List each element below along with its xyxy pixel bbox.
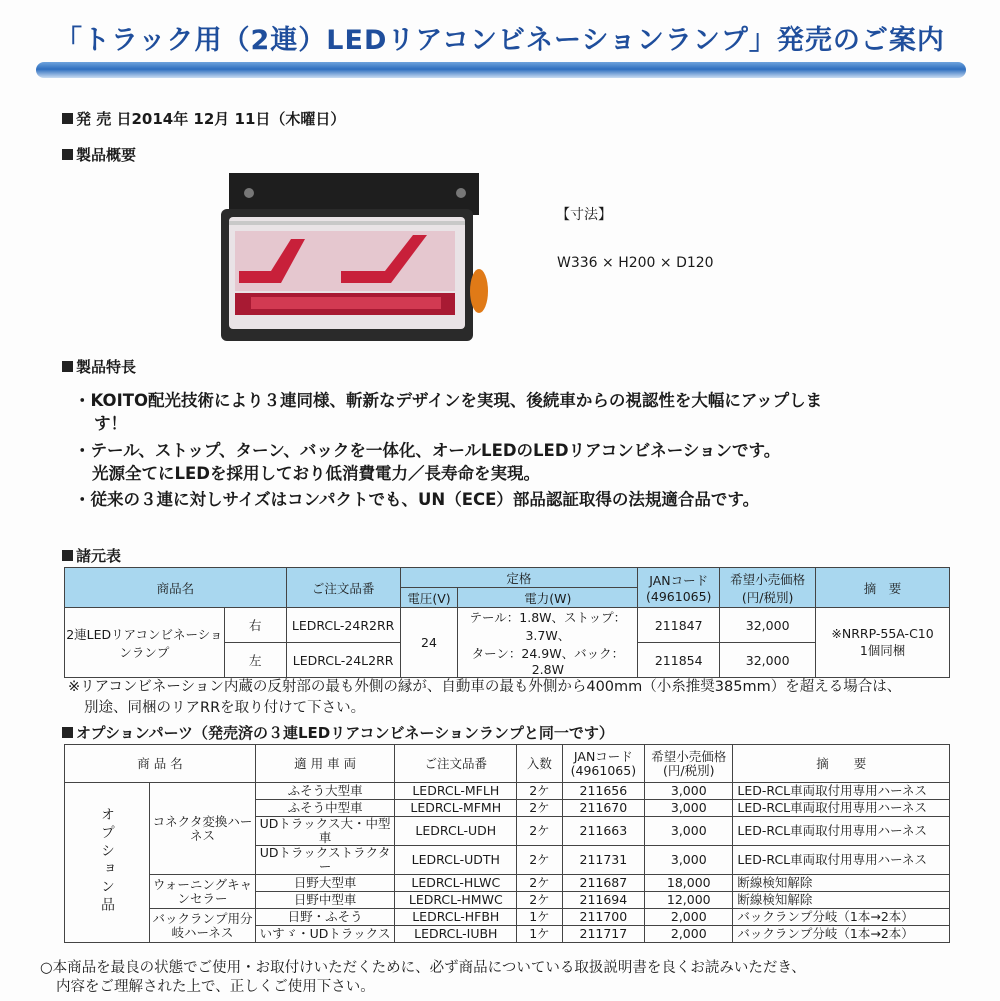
spec-order-no: LEDRCL-24L2RR [286,643,400,678]
spec-jan: 211847 [638,608,720,643]
option-order-no: LEDRCL-HFBH [395,909,517,926]
feature-line: ・従来の３連に対しサイズはコンパクトでも、UN（ECE）部品認証取得の法規適合品です。 [74,490,760,509]
option-price: 3,000 [645,783,733,800]
option-jan: 211700 [562,909,645,926]
spec-header-price [720,568,816,608]
option-order-no: LEDRCL-HLWC [395,875,517,892]
spec-header-power: 電力(W) [458,588,638,608]
dimension-value: W336 × H200 × D120 [557,255,714,271]
option-note: LED-RCL車両取付用専用ハーネス [733,783,950,800]
option-vehicle: 日野大型車 [255,875,394,892]
option-vehicle: ふそう大型車 [255,783,394,800]
option-qty: 2ケ [517,783,562,800]
title-underline [36,62,966,78]
spec-header-price-label: 希望小売価格 [730,571,806,587]
option-jan: 211694 [562,892,645,909]
section-options: オプションパーツ（発売済の３連LEDリアコンビネーションランプと同一です） [62,722,614,743]
option-qty: 1ケ [517,926,562,943]
spec-voltage: 24 [400,608,458,678]
option-jan: 211687 [562,875,645,892]
table-row [65,875,950,892]
option-note: 断線検知解除 [733,892,950,909]
option-header-jan-sub: (4961065) [570,762,637,778]
spec-side: 左 [224,643,286,678]
section-specs: 諸元表 [62,545,121,566]
option-price: 3,000 [645,846,733,875]
dimension-label: 【寸法】 [556,207,612,223]
option-price: 3,000 [645,817,733,846]
spec-price: 32,000 [720,643,816,678]
option-header-product: 商 品 名 [65,745,256,783]
option-jan: 211731 [562,846,645,875]
option-price: 2,000 [645,909,733,926]
option-order-no: LEDRCL-IUBH [395,926,517,943]
spec-table [64,567,950,678]
option-header-note: 摘 要 [733,745,950,783]
option-qty: 2ケ [517,875,562,892]
footer-note: ○本商品を最良の状態でご使用・お取付けいただくために、必ず商品についている取扱説明書を良くお読みいただき、 [40,960,806,976]
option-jan: 211717 [562,926,645,943]
spec-jan: 211854 [638,643,720,678]
spec-power-line: ターン：24.9W、バック：2.8W [471,646,625,677]
option-order-no: LEDRCL-HMWC [395,892,517,909]
spec-note-line: 1個同梱 [859,643,906,658]
option-product-name: バックランプ用分岐ハーネス [150,909,256,943]
option-price: 3,000 [645,800,733,817]
option-header-price-label: 希望小売価格 [651,748,727,764]
spec-header-price-sub: (円/税別) [741,589,794,605]
spec-power [458,608,638,678]
option-qty: 1ケ [517,909,562,926]
feature-line: 光源全てにLEDを採用しており低消費電力／長寿命を実現。 [92,464,540,483]
option-vehicle: UDトラックストラクター [255,846,394,875]
product-image [221,173,489,343]
spec-power-line: テール：1.8W、ストップ：3.7W、 [469,610,627,643]
option-header-price-sub: (円/税別) [663,762,715,778]
option-qty: 2ケ [517,892,562,909]
option-price: 2,000 [645,926,733,943]
option-header-jan [562,745,645,783]
footer-note: 内容をご理解された上で、正しくご使用下さい。 [56,979,375,995]
option-price: 12,000 [645,892,733,909]
release-date: 発 売 日2014年 12月 11日（木曜日） [62,108,345,129]
spec-header-note: 摘 要 [816,568,950,608]
option-group-label [65,783,150,943]
option-price: 18,000 [645,875,733,892]
spec-header-jan [638,568,720,608]
page-title: 「トラック用（2連）LEDリアコンビネーションランプ」発売のご案内 [55,25,945,56]
option-header-jan-label: JANコード [573,748,633,764]
section-overview: 製品概要 [62,144,136,165]
spec-note-text: ※リアコンビネーション内蔵の反射部の最も外側の縁が、自動車の最も外側から400mm（小糸推奨385mm）を超える場合は、 [68,679,902,695]
option-order-no: LEDRCL-MFMH [395,800,517,817]
spec-header-jan-label: JANコード [649,573,709,588]
option-vehicle: 日野・ふそう [255,909,394,926]
option-order-no: LEDRCL-UDH [395,817,517,846]
option-product-name: ウォーニングキャンセラー [150,875,256,909]
spec-header-jan-sub: (4961065) [646,589,712,604]
option-header-order-no: ご注文品番 [395,745,517,783]
option-qty: 2ケ [517,817,562,846]
spec-header-product: 商品名 [65,568,287,608]
option-table [64,744,950,943]
table-row [65,608,950,643]
option-header-vehicle: 適 用 車 両 [255,745,394,783]
spec-product-name: 2連LEDリアコンビネーションランプ [65,608,225,678]
option-note: LED-RCL車両取付用専用ハーネス [733,817,950,846]
feature-line: ・テール、ストップ、ターン、バックを一体化、オールLEDのLEDリアコンビネーションです。 [74,441,781,460]
option-vehicle: 日野中型車 [255,892,394,909]
option-note: 断線検知解除 [733,875,950,892]
spec-order-no: LEDRCL-24R2RR [286,608,400,643]
feature-line: ・KOITO配光技術により３連同様、斬新なデザインを実現、後続車からの視認性を大幅にアップしま [74,391,823,410]
option-vehicle: いすゞ・UDトラックス [255,926,394,943]
spec-side: 右 [224,608,286,643]
option-note: LED-RCL車両取付用専用ハーネス [733,800,950,817]
feature-line: す！ [94,414,127,433]
option-vehicle: UDトラックス大・中型車 [255,817,394,846]
option-note: LED-RCL車両取付用専用ハーネス [733,846,950,875]
table-row [65,909,950,926]
spec-note [816,608,950,678]
option-product-name: コネクタ変換ハーネス [150,783,256,875]
option-qty: 2ケ [517,846,562,875]
spec-header-voltage: 電圧(V) [400,588,458,608]
option-order-no: LEDRCL-MFLH [395,783,517,800]
spec-price: 32,000 [720,608,816,643]
option-vehicle: ふそう中型車 [255,800,394,817]
spec-header-rating: 定格 [400,568,638,588]
option-order-no: LEDRCL-UDTH [395,846,517,875]
spec-note-line: ※NRRP-55A-C10 [831,626,934,641]
option-jan: 211663 [562,817,645,846]
option-qty: 2ケ [517,800,562,817]
option-note: バックランプ分岐（1本→2本） [733,909,950,926]
table-row [65,783,950,800]
spec-note-text: 別途、同梱のリアRRを取り付けて下さい。 [84,700,366,716]
option-header-price [645,745,733,783]
option-group-label-text: オプション品 [99,807,115,915]
spec-header-order-no: ご注文品番 [286,568,400,608]
section-features: 製品特長 [62,356,136,377]
option-jan: 211670 [562,800,645,817]
option-jan: 211656 [562,783,645,800]
option-header-qty: 入数 [517,745,562,783]
option-note: バックランプ分岐（1本→2本） [733,926,950,943]
